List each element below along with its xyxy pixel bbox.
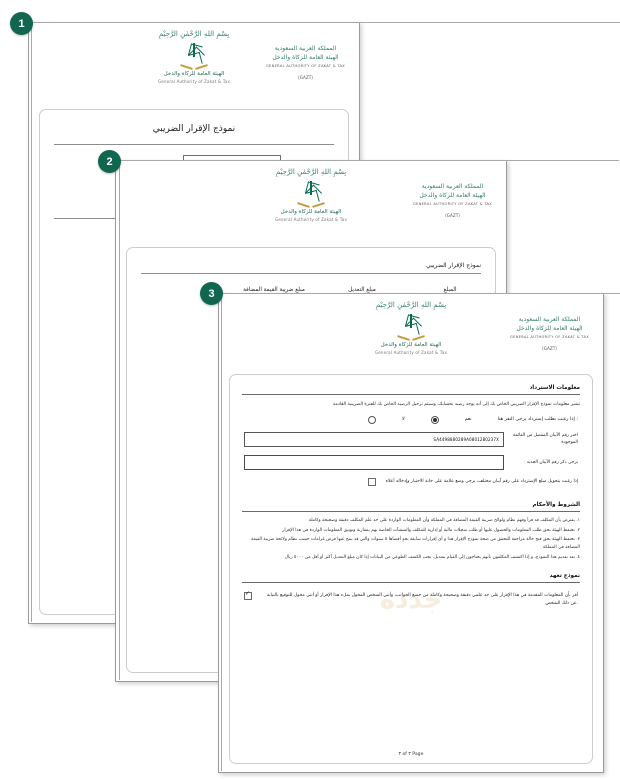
divider [242, 511, 580, 512]
wordmark-line-2: الهيئة العامة للزكاة والدخل [516, 325, 583, 332]
iban-existing-row [244, 432, 578, 447]
form-title-2: نموذج الإقرار الضريبي [426, 262, 481, 269]
saudi-emblem-icon [298, 181, 324, 207]
wordmark-line-1: المملكة العربية السعودية [274, 45, 337, 52]
page-header-3 [219, 294, 603, 370]
terms-item: ٣. تحتفظ الهيئة بحق فتح حالة مراجعة للتحقق من صحة نموذج الإقرار هذا و أي إقرارات سابقة بحدٍ أقصاها ٥ سنوات والتي قد ينتج عنها فرض غرامات حسب نظام ولائحة ضريبة القيمة المضافة في المملكة [250, 537, 580, 550]
gazt-abbreviation: (GAZT) [445, 213, 460, 218]
form-title-1: نموذج الإقرار الضريبي [152, 124, 236, 134]
radio-no[interactable] [368, 416, 376, 424]
callout-2-leader-vertical [119, 160, 120, 680]
wordmark-line-1: المملكة العربية السعودية [421, 183, 484, 190]
bismillah-text: بِسْمِ اللهِ الرَّحْمٰنِ الرَّحِيْمِ [275, 168, 347, 176]
wordmark-english: GENERAL AUTHORITY OF ZAKAT & TAX [509, 335, 589, 339]
radio-yes-label: نعم [464, 417, 472, 423]
bismillah-text: بِسْمِ اللهِ الرَّحْمٰنِ الرَّحِيْمِ [158, 30, 230, 38]
authority-name-arabic: الهيئة العامة للزكاة والدخل [163, 71, 225, 77]
terms-item: ٢. تحتفظ الهيئة بحق طلب المعلومات والحصول عليها أو طلب سجلات مالية أو إدارية للمكلف والمنشآت الخاصة بهم بمقارنة وتوثيق المعلومات الواردة في هذا الإقرار [282, 527, 580, 533]
iban-existing-input[interactable]: SA4498880289A0801280237X [244, 432, 504, 447]
pledge-text: أقر بأن المعلومات المقدمة في هذا الإقرار على حد علمي دقيقة وصحيحة وكاملة من جميع الجوانب، وأنني الشخص المخول بملء هذا الإقرار أو أنني مخول للتوقيع بالنيابة عن ذلك الشخص. [266, 593, 578, 607]
wordmark-line-2: الهيئة العامة للزكاة والدخل [272, 54, 339, 61]
pledge-section [242, 573, 580, 583]
wordmark-english: GENERAL AUTHORITY OF ZAKAT & TAX [412, 202, 492, 206]
callout-3-leader-horizontal [221, 293, 620, 294]
column-header-amount: المبلغ [443, 287, 457, 293]
gazt-wordmark [266, 45, 345, 80]
bismillah-text: بِسْمِ اللهِ الرَّحْمٰنِ الرَّحِيْمِ [375, 301, 447, 309]
iban-new-row [244, 455, 578, 470]
gazt-abbreviation: (GAZT) [298, 75, 313, 80]
radio-yes[interactable] [431, 416, 439, 424]
callout-1-leader-horizontal [31, 22, 620, 23]
authority-name-arabic: الهيئة العامة للزكاة والدخل [380, 342, 442, 348]
gazt-wordmark [413, 183, 492, 218]
terms-section [242, 502, 580, 512]
callout-badge-2[interactable]: 2 [98, 150, 121, 173]
refund-section-heading: معلومات الاسترداد [529, 385, 580, 391]
authority-name-english: General Authority of Zakat & Tax [157, 79, 231, 84]
callout-3-leader-vertical [221, 293, 222, 771]
pledge-row [244, 592, 578, 608]
pledge-checkbox[interactable] [244, 592, 252, 600]
page-footer: ٣ of ٣ Page [398, 752, 424, 757]
refund-paragraph: تشير معلومات نموذج الإقرار الضريبي الخاص بك إلى أنه يوجد رصيد بحسابك، وسيتم ترحيل الرصيد الخاص بك للفترة الضريبية القادمة [333, 402, 580, 407]
terms-section-heading: الشروط والأحكام [532, 501, 580, 508]
authority-name-arabic: الهيئة العامة للزكاة والدخل [280, 209, 342, 215]
callout-badge-3[interactable]: 3 [200, 282, 223, 305]
gazt-watermark: جدده [379, 585, 443, 616]
transfer-checkbox-row [244, 478, 578, 486]
authority-name-english: General Authority of Zakat & Tax [374, 350, 448, 355]
column-header-adjustment: مبلغ التعديل [348, 287, 376, 293]
divider [54, 144, 334, 145]
divider [242, 582, 580, 583]
saudi-emblem-icon [398, 314, 424, 340]
terms-list [242, 517, 580, 562]
transfer-checkbox-label: إذا رغبت بتحويل مبلغ الإسترداد على رقم آيبان مختلف، يرجى وضع علامة على خانة الاختيار وإدخاله أعلاه [385, 479, 578, 485]
page-header-1 [29, 23, 359, 99]
transfer-checkbox[interactable] [368, 478, 376, 486]
wordmark-english: GENERAL AUTHORITY OF ZAKAT & TAX [265, 64, 345, 68]
wordmark-line-1: المملكة العربية السعودية [518, 316, 581, 323]
column-header-vat: مبلغ ضريبة القيمة المضافة [243, 287, 305, 293]
iban-new-input[interactable] [244, 455, 504, 470]
terms-item: ١. يفترض بأن المكلف قد قرأ وفهم نظام ولوائح ضريبة القيمة المضافة في المملكة وأن المعلومات الواردة على حد علم المكلف دقيقة وصحيحة وكاملة [308, 517, 580, 523]
form-panel-3 [229, 374, 593, 764]
terms-item: ٤. بعد تقديم هذا النموذج، و إذا اكتشف المكلفون بأنهم يحتاجون إلى القيام بتعديل، يجب الكشف الطوعي من البيانات إذا كان مبلغ التعديل أكثر أو أقل من ٥٠٠٠ ريال [284, 554, 580, 560]
document-page-3[interactable] [218, 293, 604, 773]
pledge-section-heading: نموذج تعهد [549, 573, 580, 580]
saudi-emblem-icon [181, 43, 207, 69]
page-header-2 [116, 161, 506, 237]
refund-section [242, 385, 580, 395]
callout-1-leader-vertical [31, 22, 32, 622]
divider [141, 273, 481, 274]
iban-existing-label: اختر رقم الآيبان المفضل من القائمة الموجودة [512, 433, 578, 446]
gazt-abbreviation: (GAZT) [542, 346, 557, 351]
divider [242, 394, 580, 395]
authority-name-english: General Authority of Zakat & Tax [274, 217, 348, 222]
gazt-wordmark [510, 316, 589, 351]
refund-question-label: إذا رغبت بطلب إسترداد يرجى النقر هنا : [497, 417, 578, 423]
refund-request-radio-group [244, 416, 578, 424]
callout-badge-1[interactable]: 1 [10, 12, 33, 35]
iban-new-label: يرجى ذكر رقم الآيبان الجديد [526, 459, 578, 465]
callout-2-leader-horizontal [119, 160, 619, 161]
wordmark-line-2: الهيئة العامة للزكاة والدخل [419, 192, 486, 199]
radio-no-label: لا [401, 417, 405, 423]
